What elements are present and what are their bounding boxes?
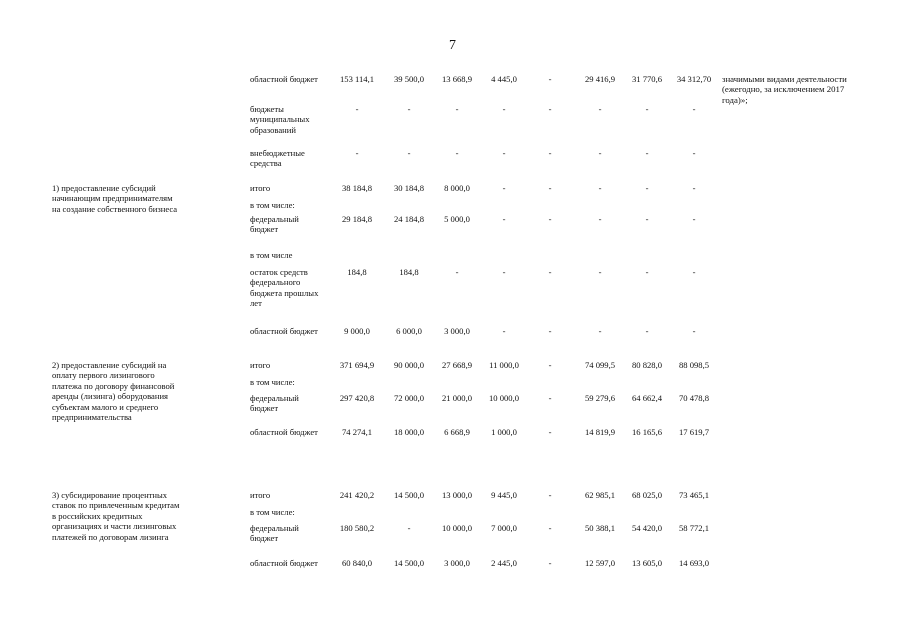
row-5-value-2: 24 184,8 [393, 214, 425, 224]
row-16-value-1: 60 840,0 [341, 558, 373, 568]
row-16-value-3: 3 000,0 [444, 558, 470, 568]
row-16-value-7: 13 605,0 [631, 558, 663, 568]
row-16-value-6: 12 597,0 [584, 558, 616, 568]
row-2-value-1: - [355, 148, 359, 158]
program-3-label: 3) субсидирование процентных ставок по привлеченным кредитам в российских кредитных организациях и части лизинговых платежей по договорам лизинга [52, 490, 180, 542]
row-9-value-3: 27 668,9 [441, 360, 473, 370]
row-7-value-2: 184,8 [399, 267, 419, 277]
row-12-source: областной бюджет [250, 427, 318, 437]
row-16-source: областной бюджет [250, 558, 318, 568]
row-9-source: итого [250, 360, 271, 370]
row-15-source: федеральный бюджет [250, 523, 299, 544]
row-15-value-6: 50 388,1 [584, 523, 616, 533]
row-16-value-4: 2 445,0 [491, 558, 517, 568]
row-3-value-8: - [692, 183, 696, 193]
row-8-value-7: - [645, 326, 649, 336]
row-15-value-4: 7 000,0 [491, 523, 517, 533]
row-13-value-8: 73 465,1 [678, 490, 710, 500]
row-13-value-1: 241 420,2 [339, 490, 375, 500]
row-0-source: областной бюджет [250, 74, 318, 84]
row-5-value-8: - [692, 214, 696, 224]
row-2-value-3: - [455, 148, 459, 158]
row-16-value-2: 14 500,0 [393, 558, 425, 568]
row-2-value-8: - [692, 148, 696, 158]
row-7-value-8: - [692, 267, 696, 277]
row-8-value-8: - [692, 326, 696, 336]
row-12-value-4: 1 000,0 [491, 427, 517, 437]
row-12-value-1: 74 274,1 [341, 427, 373, 437]
row-8-value-2: 6 000,0 [396, 326, 422, 336]
row-1-value-1: - [355, 104, 359, 114]
row-5-value-4: - [502, 214, 506, 224]
row-0-value-6: 29 416,9 [584, 74, 616, 84]
row-3-value-3: 8 000,0 [444, 183, 470, 193]
row-3-value-4: - [502, 183, 506, 193]
row-8-value-4: - [502, 326, 506, 336]
row-0-value-8: 34 312,70 [676, 74, 712, 84]
row-12-value-3: 6 668,9 [444, 427, 470, 437]
row-8-value-1: 9 000,0 [344, 326, 370, 336]
row-13-value-7: 68 025,0 [631, 490, 663, 500]
row-0-value-2: 39 500,0 [393, 74, 425, 84]
row-6-source: в том числе [250, 250, 293, 260]
row-9-value-2: 90 000,0 [393, 360, 425, 370]
row-13-value-2: 14 500,0 [393, 490, 425, 500]
row-10-source: в том числе: [250, 377, 295, 387]
row-11-value-2: 72 000,0 [393, 393, 425, 403]
row-12-value-2: 18 000,0 [393, 427, 425, 437]
row-0-value-7: 31 770,6 [631, 74, 663, 84]
row-11-value-7: 64 662,4 [631, 393, 663, 403]
row-9-value-5: - [548, 360, 552, 370]
row-0-value-3: 13 668,9 [441, 74, 473, 84]
row-7-value-3: - [455, 267, 459, 277]
row-7-value-4: - [502, 267, 506, 277]
row-5-value-6: - [598, 214, 602, 224]
row-15-value-7: 54 420,0 [631, 523, 663, 533]
row-7-value-7: - [645, 267, 649, 277]
row-11-source: федеральный бюджет [250, 393, 299, 414]
row-3-value-5: - [548, 183, 552, 193]
row-5-source: федеральный бюджет [250, 214, 299, 235]
row-16-value-8: 14 693,0 [678, 558, 710, 568]
row-16-value-5: - [548, 558, 552, 568]
row-15-value-3: 10 000,0 [441, 523, 473, 533]
row-9-value-8: 88 098,5 [678, 360, 710, 370]
row-15-value-1: 180 580,2 [339, 523, 375, 533]
row-2-value-6: - [598, 148, 602, 158]
row-9-value-7: 80 828,0 [631, 360, 663, 370]
row-11-value-8: 70 478,8 [678, 393, 710, 403]
program-2-label: 2) предоставление субсидий на оплату первого лизингового платежа по договору финансовой аренды (лизинга) оборудования субъектам малого и среднего предпринимательства [52, 360, 175, 423]
row-1-value-6: - [598, 104, 602, 114]
row-3-value-6: - [598, 183, 602, 193]
row-7-value-5: - [548, 267, 552, 277]
row-2-value-4: - [502, 148, 506, 158]
row-2-source: внебюджетные средства [250, 148, 305, 169]
row-3-value-1: 38 184,8 [341, 183, 373, 193]
row-11-value-4: 10 000,0 [488, 393, 520, 403]
row-11-value-5: - [548, 393, 552, 403]
row-4-source: в том числе: [250, 200, 295, 210]
row-3-value-7: - [645, 183, 649, 193]
row-9-value-4: 11 000,0 [489, 360, 519, 370]
row-2-value-5: - [548, 148, 552, 158]
row-15-value-5: - [548, 523, 552, 533]
row-12-value-8: 17 619,7 [678, 427, 710, 437]
row-9-value-1: 371 694,9 [339, 360, 375, 370]
row-1-value-4: - [502, 104, 506, 114]
row-8-value-5: - [548, 326, 552, 336]
row-5-value-1: 29 184,8 [341, 214, 373, 224]
row-1-value-2: - [407, 104, 411, 114]
row-13-source: итого [250, 490, 271, 500]
row-1-value-5: - [548, 104, 552, 114]
row-13-value-4: 9 445,0 [491, 490, 517, 500]
row-11-value-6: 59 279,6 [584, 393, 616, 403]
row-1-source: бюджеты муниципальных образований [250, 104, 310, 135]
row-2-value-7: - [645, 148, 649, 158]
row-11-value-3: 21 000,0 [441, 393, 473, 403]
row-0-value-1: 153 114,1 [339, 74, 375, 84]
row-7-value-6: - [598, 267, 602, 277]
row-12-value-5: - [548, 427, 552, 437]
row-8-value-3: 3 000,0 [444, 326, 470, 336]
row-15-value-8: 58 772,1 [678, 523, 710, 533]
row-8-value-6: - [598, 326, 602, 336]
row-3-source: итого [250, 183, 271, 193]
row-1-value-3: - [455, 104, 459, 114]
row-13-value-6: 62 985,1 [584, 490, 616, 500]
row-8-source: областной бюджет [250, 326, 318, 336]
row-0-value-4: 4 445,0 [491, 74, 517, 84]
row-12-value-7: 16 165,6 [631, 427, 663, 437]
row-7-source: остаток средств федерального бюджета прошлых лет [250, 267, 319, 309]
row-13-value-3: 13 000,0 [441, 490, 473, 500]
row-12-value-6: 14 819,9 [584, 427, 616, 437]
row-14-source: в том числе: [250, 507, 295, 517]
row-5-value-5: - [548, 214, 552, 224]
row-5-value-3: 5 000,0 [444, 214, 470, 224]
row-2-value-2: - [407, 148, 411, 158]
row-1-value-7: - [645, 104, 649, 114]
row-0-value-5: - [548, 74, 552, 84]
row-7-value-1: 184,8 [347, 267, 367, 277]
program-1-label: 1) предоставление субсидий начинающим предпринимателям на создание собственного бизнеса [52, 183, 178, 214]
row-9-value-6: 74 099,5 [584, 360, 616, 370]
row-1-value-8: - [692, 104, 696, 114]
page-number: 7 [449, 38, 456, 53]
indicator-text: значимыми видами деятельности (ежегодно, за исключением 2017 года)»; [722, 74, 847, 105]
row-13-value-5: - [548, 490, 552, 500]
row-3-value-2: 30 184,8 [393, 183, 425, 193]
row-15-value-2: - [407, 523, 411, 533]
row-11-value-1: 297 420,8 [339, 393, 375, 403]
row-5-value-7: - [645, 214, 649, 224]
